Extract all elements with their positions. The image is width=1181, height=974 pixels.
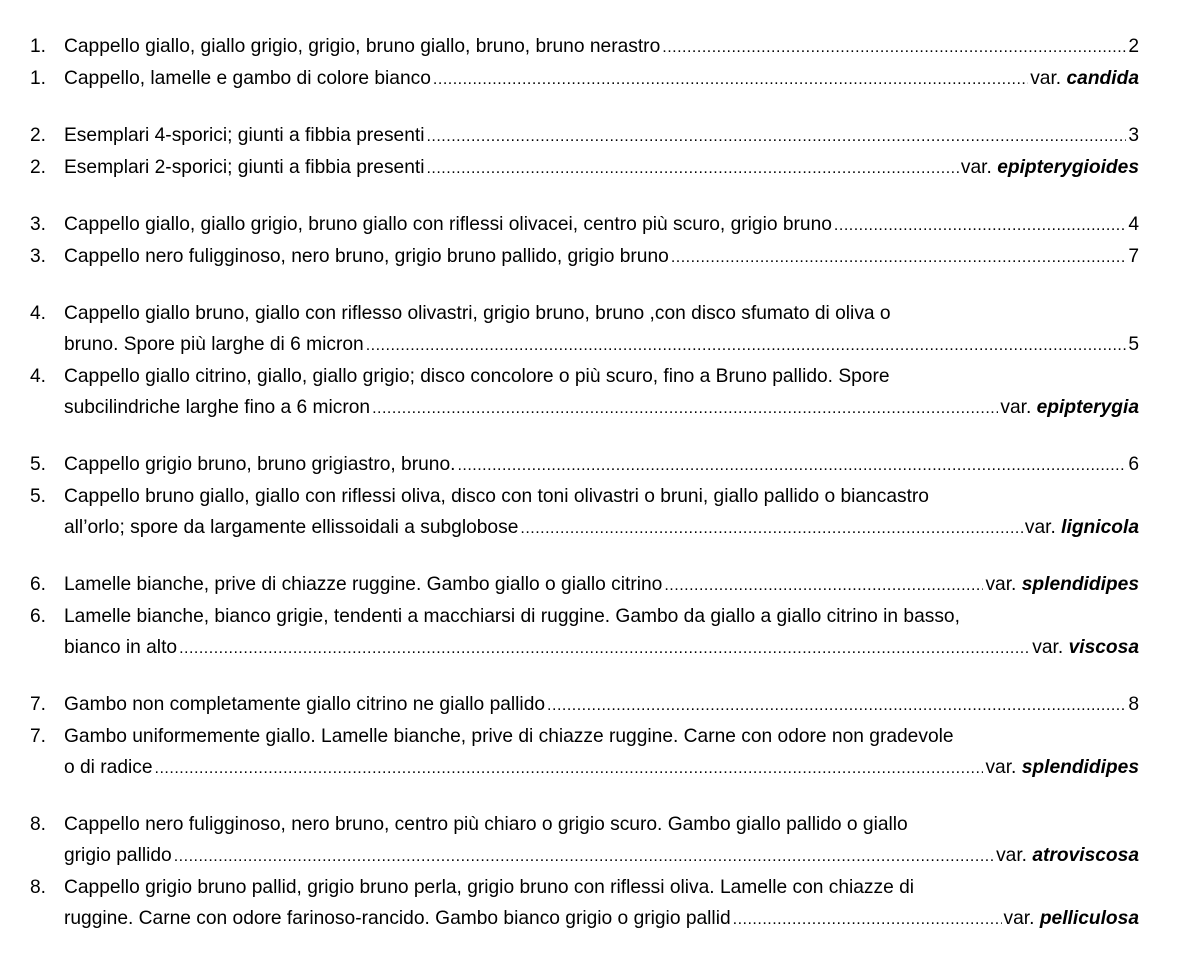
dot-leader	[372, 393, 998, 424]
entry-text: Gambo non completamente giallo citrino ne giallo pallido	[64, 694, 546, 715]
entry-number: 8.	[30, 877, 47, 898]
dot-leader	[834, 210, 1126, 241]
dot-leader	[426, 121, 1126, 152]
variety-name: lignicola	[1061, 517, 1139, 538]
entry-text: all’orlo; spore da largamente ellissoidali a subglobose	[64, 517, 519, 538]
next-couplet-ref: 5	[1128, 334, 1139, 355]
entry-number: 6.	[30, 574, 47, 595]
key-entry	[30, 481, 1139, 544]
entry-text: Lamelle bianche, prive di chiazze ruggine. Gambo giallo o giallo citrino	[64, 574, 663, 595]
entry-text-line: Cappello giallo citrino, giallo, giallo grigio; disco concolore o più scuro, fino a Bruno pallido. Spore	[64, 366, 890, 387]
entry-text: Cappello grigio bruno, bruno grigiastro, bruno.	[64, 454, 456, 475]
key-entry	[30, 872, 1139, 935]
entry-text: Esemplari 4-sporici; giunti a fibbia presenti	[64, 125, 425, 146]
key-entry	[30, 601, 1139, 664]
dot-leader	[433, 64, 1028, 95]
entry-target	[1025, 512, 1139, 543]
variety-name: epipterygia	[1036, 397, 1139, 418]
var-prefix: var.	[985, 574, 1017, 595]
entry-final-line	[64, 152, 1139, 184]
dot-leader	[366, 330, 1127, 361]
entry-final-line	[64, 31, 1139, 63]
variety-name: pelliculosa	[1039, 908, 1139, 929]
var-prefix: var.	[1024, 517, 1056, 538]
entry-target	[1128, 329, 1139, 360]
variety-name: viscosa	[1068, 637, 1139, 658]
entry-final-line	[64, 632, 1139, 664]
key-entry	[30, 689, 1139, 721]
var-prefix: var.	[996, 845, 1027, 866]
entry-text-line: Gambo uniformemente giallo. Lamelle bianche, prive di chiazze ruggine. Carne con odore non gradevole	[64, 726, 954, 747]
var-prefix: var.	[1000, 397, 1032, 418]
entry-text-line: Cappello nero fuligginoso, nero bruno, centro più chiaro o grigio scuro. Gambo giallo pallido o giallo	[64, 814, 908, 835]
entry-text: Cappello giallo, giallo grigio, bruno giallo con riflessi olivacei, centro più scuro, grigio bruno	[64, 214, 832, 235]
entry-number: 1.	[30, 36, 47, 57]
key-couplet	[30, 569, 1139, 664]
key-couplet	[30, 209, 1139, 273]
var-prefix: var.	[960, 157, 992, 178]
entry-text: ruggine. Carne con odore farinoso-rancido. Gambo bianco grigio o grigio pallid	[64, 908, 731, 929]
dot-leader	[547, 690, 1126, 721]
variety-name: candida	[1066, 68, 1139, 89]
key-couplets	[30, 31, 1139, 935]
key-entry	[30, 120, 1139, 152]
next-couplet-ref: 8	[1128, 694, 1139, 715]
entry-number: 7.	[30, 726, 47, 747]
entry-target	[1030, 63, 1139, 94]
key-couplet	[30, 31, 1139, 95]
entry-text-line: Cappello giallo bruno, giallo con riflesso olivastri, grigio bruno, bruno ,con disco sfumato di oliva o	[64, 303, 891, 324]
entry-text: subcilindriche larghe fino a 6 micron	[64, 397, 371, 418]
next-couplet-ref: 7	[1128, 246, 1139, 267]
entry-text-line: Lamelle bianche, bianco grigie, tendenti a macchiarsi di ruggine. Gambo da giallo a giallo citrino in basso,	[64, 606, 960, 627]
entry-text: Esemplari 2-sporici; giunti a fibbia presenti	[64, 157, 425, 178]
key-entry	[30, 63, 1139, 95]
variety-name: atroviscosa	[1032, 845, 1139, 866]
entry-target	[1128, 689, 1139, 720]
key-entry	[30, 361, 1139, 424]
key-entry	[30, 569, 1139, 601]
variety-name: splendidipes	[1021, 757, 1139, 778]
entry-text: Cappello giallo, giallo grigio, grigio, bruno giallo, bruno, bruno nerastro	[64, 36, 661, 57]
key-entry	[30, 241, 1139, 273]
entry-final-line	[64, 569, 1139, 601]
key-couplet	[30, 689, 1139, 784]
entry-text: bianco in alto	[64, 637, 178, 658]
key-entry	[30, 449, 1139, 481]
entry-number: 3.	[30, 246, 47, 267]
entry-text-line: Cappello grigio bruno pallid, grigio bruno perla, grigio bruno con riflessi oliva. Lamelle con chiazze di	[64, 877, 915, 898]
entry-number: 6.	[30, 606, 47, 627]
entry-final-line	[64, 209, 1139, 241]
key-entry	[30, 152, 1139, 184]
entry-number: 7.	[30, 694, 47, 715]
var-prefix: var.	[985, 757, 1017, 778]
variety-name: epipterygioides	[997, 157, 1139, 178]
key-couplet	[30, 449, 1139, 544]
entry-target	[1032, 632, 1139, 663]
dot-leader	[174, 841, 994, 872]
dot-leader	[155, 753, 984, 784]
entry-target	[1128, 209, 1139, 240]
entry-target	[1000, 392, 1139, 423]
dot-leader	[179, 633, 1030, 664]
entry-text: o di radice	[64, 757, 153, 778]
entry-final-line	[64, 840, 1139, 872]
entry-number: 5.	[30, 486, 47, 507]
entry-number: 8.	[30, 814, 47, 835]
next-couplet-ref: 4	[1128, 214, 1139, 235]
entry-final-line	[64, 120, 1139, 152]
entry-text: bruno. Spore più larghe di 6 micron	[64, 334, 364, 355]
entry-target	[1128, 120, 1139, 151]
entry-target	[1004, 903, 1139, 934]
entry-final-line	[64, 241, 1139, 273]
entry-final-line	[64, 512, 1139, 544]
key-entry	[30, 809, 1139, 872]
entry-final-line	[64, 903, 1139, 935]
key-entry	[30, 298, 1139, 361]
dot-leader	[671, 242, 1127, 273]
entry-final-line	[64, 689, 1139, 721]
entry-final-line	[64, 63, 1139, 95]
entry-number: 4.	[30, 366, 47, 387]
var-prefix: var.	[1003, 908, 1035, 929]
entry-text-line: Cappello bruno giallo, giallo con riflessi oliva, disco con toni olivastri o bruni, giallo pallido o biancastro	[64, 486, 929, 507]
entry-target	[961, 152, 1139, 183]
entry-final-line	[64, 329, 1139, 361]
next-couplet-ref: 3	[1128, 125, 1139, 146]
dot-leader	[520, 513, 1023, 544]
entry-target	[996, 840, 1139, 871]
next-couplet-ref: 2	[1128, 36, 1139, 57]
entry-text: Cappello nero fuligginoso, nero bruno, grigio bruno pallido, grigio bruno	[64, 246, 669, 267]
dot-leader	[426, 153, 958, 184]
dot-leader	[662, 32, 1126, 63]
entry-final-line	[64, 752, 1139, 784]
entry-target	[1128, 241, 1139, 272]
entry-number: 5.	[30, 454, 47, 475]
key-couplet	[30, 120, 1139, 184]
dot-leader	[733, 904, 1002, 935]
entry-target	[1128, 449, 1139, 480]
entry-number: 4.	[30, 303, 47, 324]
next-couplet-ref: 6	[1128, 454, 1139, 475]
entry-final-line	[64, 449, 1139, 481]
entry-target	[985, 569, 1139, 600]
key-entry	[30, 31, 1139, 63]
entry-final-line	[64, 392, 1139, 424]
key-couplet	[30, 298, 1139, 424]
entry-number: 2.	[30, 157, 47, 178]
var-prefix: var.	[1030, 68, 1062, 89]
key-couplet	[30, 809, 1139, 935]
entry-number: 3.	[30, 214, 47, 235]
entry-text: grigio pallido	[64, 845, 172, 866]
entry-text: Cappello, lamelle e gambo di colore bianco	[64, 68, 431, 89]
entry-target	[1128, 31, 1139, 62]
dot-leader	[664, 570, 983, 601]
entry-target	[985, 752, 1139, 783]
entry-number: 1.	[30, 68, 47, 89]
variety-name: splendidipes	[1021, 574, 1139, 595]
key-entry	[30, 721, 1139, 784]
key-entry	[30, 209, 1139, 241]
var-prefix: var.	[1032, 637, 1064, 658]
entry-number: 2.	[30, 125, 47, 146]
dot-leader	[457, 450, 1126, 481]
